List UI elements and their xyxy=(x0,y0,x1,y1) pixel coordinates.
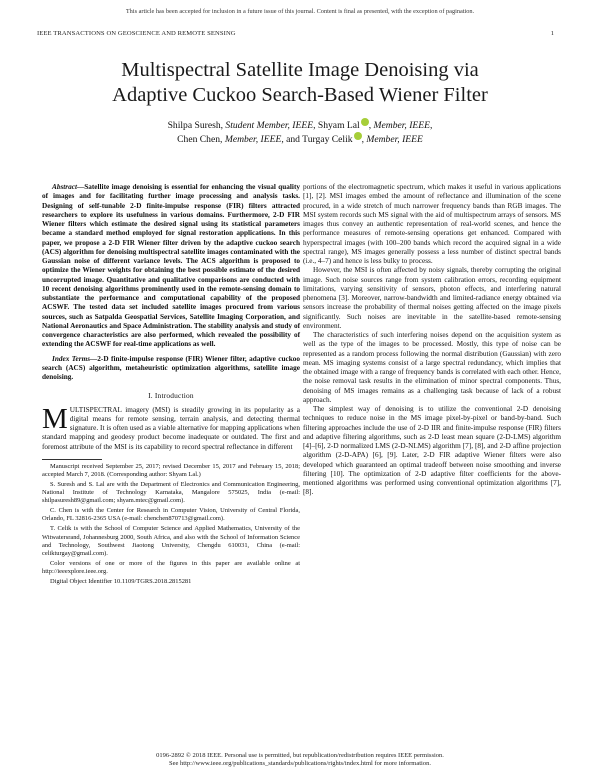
author-list xyxy=(40,118,560,146)
right-column xyxy=(303,183,561,498)
drop-cap: M xyxy=(42,402,68,435)
abstract xyxy=(42,183,300,350)
author-name: Shilpa Suresh, xyxy=(167,120,226,131)
author-name: Chen Chen, xyxy=(177,134,225,145)
footnote: Manuscript received September 25, 2017; revised December 15, 2017 and February 15, 2018; accepted March 7, 2018. (Corresponding author: Shyam Lal.) xyxy=(42,462,300,478)
body-paragraph: portions of the electromagnetic spectrum, which makes it useful in various applications [1], [2]. MSI images embed the amount of reflectance and illumination of the scene procured, in a wide stretch of much narrower frequency bands than RGB images. The MSI system records such MS signal with the aid of multispectrum arrays of sensors. MS images thus convey an authentic representation of real-world scenes, and hence the performance measures of remote-sensing operations get enhanced. Compared with hyperspectral images (with 100–200 bands which record the acquired signal in a wide spectral range), MS images generally possess a less number of distinct spectral bands (i.e., 4–7) and hence is less bulky to process. xyxy=(303,183,561,265)
footnote: T. Celik is with the School of Computer Science and Applied Mathematics, University of the Witwatersrand, Johannesburg 2000, South Africa, and also with the School of Information Science and Technology, Southwest Jiaotong University, Chengdu 610031, China (e-mail: celikturgay@gmail.com). xyxy=(42,525,300,557)
index-terms-text: —2-D finite-impulse response (FIR) Wiener filter, adaptive cuckoo search (ACS) algorithm, metaheuristic optimization algorithms, satellite image denoising. xyxy=(42,354,300,381)
section-heading: I. Introduction xyxy=(148,391,194,401)
body-paragraph: The characteristics of such interfering noises depend on the acquisition system as well as the type of the images to be processed. Mostly, this type of noise can be represented as a random process following the normal distribution (Gaussian) with zero mean. MS imaging systems consist of a large spectral redundancy, which implies that the obtained image with a range of frequency bands is correlated with each other. Hence, the noise removal task results in the elimination of minor spectral components. Thus, denoising of MS images remains as a challenging task because of lack of a robust approach. xyxy=(303,331,561,404)
left-column xyxy=(42,183,300,588)
author-name: , and Turgay Celik xyxy=(281,134,353,145)
orcid-icon[interactable] xyxy=(361,118,369,126)
author-line-1: Shilpa Suresh, Student Member, IEEE, Shyam Lal , Member, IEEE, xyxy=(167,120,433,131)
footnotes xyxy=(42,459,300,586)
footnote-rule xyxy=(42,459,102,460)
footnote: S. Suresh and S. Lal are with the Department of Electronics and Communication Engineering, National Institute of Technology Karnataka, Mangalore 575025, India (e-mail: shilpasuresh89@gmail.com; shyam.mtec@gmail.com). xyxy=(42,480,300,505)
index-terms-label: Index Terms xyxy=(52,354,91,363)
copyright-footer xyxy=(0,752,600,768)
author-name: , Shyam Lal xyxy=(313,120,360,131)
footer-line-2[interactable]: See http://www.ieee.org/publications_standards/publications/rights/index.html for more information. xyxy=(169,760,431,768)
title-line-2: Adaptive Cuckoo Search-Based Wiener Filter xyxy=(112,84,488,106)
footnote: C. Chen is with the Center for Research in Computer Vision, University of Central Florida, Orlando, FL 32816-2365 USA (e-mail: chenchen870713@gmail.com). xyxy=(42,507,300,523)
intro-paragraph xyxy=(42,402,300,452)
running-head: IEEE TRANSACTIONS ON GEOSCIENCE AND REMOTE SENSING xyxy=(37,30,236,37)
orcid-icon[interactable] xyxy=(354,132,362,140)
author-role: Member, IEEE xyxy=(373,120,430,131)
abstract-label: Abstract xyxy=(52,183,77,191)
body-paragraph: The simplest way of denoising is to utilize the conventional 2-D denoising techniques to reduce noise in the MS image pixel-by-pixel or band-by-band. Such filtering approaches include the use of 2-D IIR and finite-impulse response (FIR) filters and adaptive filtering algorithms, such as 2-D least mean square (2-D-LMS) algorithm [4]–[6], 2-D normalized LMS (2-D-NLMS) algorithm [7], [8], and 2-D affine projection algorithm (2-D-APA) [6], [9]. Later, 2-D FIR adaptive Wiener filters were also developed which guaranteed an optimal tradeoff between noise smoothing and inverse filtering [10]. The optimization of 2-D adaptive filter coefficients for the above-mentioned algorithms was performed using conventional optimization algorithms [7], [8]. xyxy=(303,405,561,497)
title-line-1: Multispectral Satellite Image Denoising via xyxy=(121,59,479,81)
index-terms xyxy=(42,355,300,383)
intro-text: imagery (MSI) is steadily growing in its popularity as a digital means for remote sensing, terrain analysis, and detecting thermal signature. It is often used as a viable alternative for mapping applications when standard mapping and geodesy product become inadequate or outdated. The first and foremost attribute of the MSI is its capability to record spectral reflectance in different xyxy=(42,405,300,451)
footer-line-1: 0196-2892 © 2018 IEEE. Personal use is permitted, but republication/redistribution requires IEEE permission. xyxy=(156,752,444,759)
acceptance-banner: This article has been accepted for inclusion in a future issue of this journal. Content is final as presented, with the exception of pagination. xyxy=(125,8,475,15)
paper-title xyxy=(40,58,560,108)
footnote: Color versions of one or more of the figures in this paper are available online at http://ieeexplore.ieee.org. xyxy=(42,559,300,575)
intro-caps: ULTISPECTRAL xyxy=(69,405,122,414)
author-line-2: Chen Chen, Member, IEEE, and Turgay Celik , Member, IEEE xyxy=(177,134,423,145)
body-paragraph: However, the MSI is often affected by noisy signals, thereby corrupting the original image. Such noise sources range from system calibration errors, recording equipment limitations, varying sensitivity of sensors, photon effects, and interfering natural phenomena [3]. Moreover, narrow-bandwidth and limited-radiance energy obtained via sensors increase the probability of thermal noises getting affected on the image pixels significantly. Such noises are inevitable in the satellite-based remote-sensing environment. xyxy=(303,266,561,330)
footnote-doi: Digital Object Identifier 10.1109/TGRS.2018.2815281 xyxy=(50,577,192,585)
page-number: 1 xyxy=(550,30,554,37)
author-role: Member, IEEE xyxy=(366,134,423,145)
author-role: Student Member, IEEE xyxy=(225,120,314,131)
abstract-text: —Satellite image denoising is essential for enhancing the visual quality of images and for facilitating further image processing and analysis tasks. Designing of self-tunable 2-D finite-impulse response (FIR) filters attracted researchers to explore its usefulness in various domains. Furthermore, 2-D FIR Wiener filters which estimate the desired signal using its statistical parameters became a standard method employed for signal restoration applications. In this paper, we propose a 2-D FIR Wiener filter driven by the adaptive cuckoo search (ACS) algorithm for denoising multispectral satellite images contaminated with the Gaussian noise of different variance levels. The ACS algorithm is proposed to optimize the Wiener weights for obtaining the best possible estimate of the desired uncorrupted image. Quantitative and qualitative comparisons are conducted with 10 recent denoising algorithms prominently used in the remote-sensing domain to substantiate the performance and computational capability of the proposed ACSWF. The tested data set included satellite images procured from various sources, such as Satpalda Geospatial Services, Satellite Imaging Corporation, and National Aeronautics and Space Administration. The stability analysis and study of convergence characteristics are also performed, which revealed the possibility of extending the ACSWF for real-time applications as well. xyxy=(42,183,300,349)
author-role: Member, IEEE xyxy=(224,134,282,145)
